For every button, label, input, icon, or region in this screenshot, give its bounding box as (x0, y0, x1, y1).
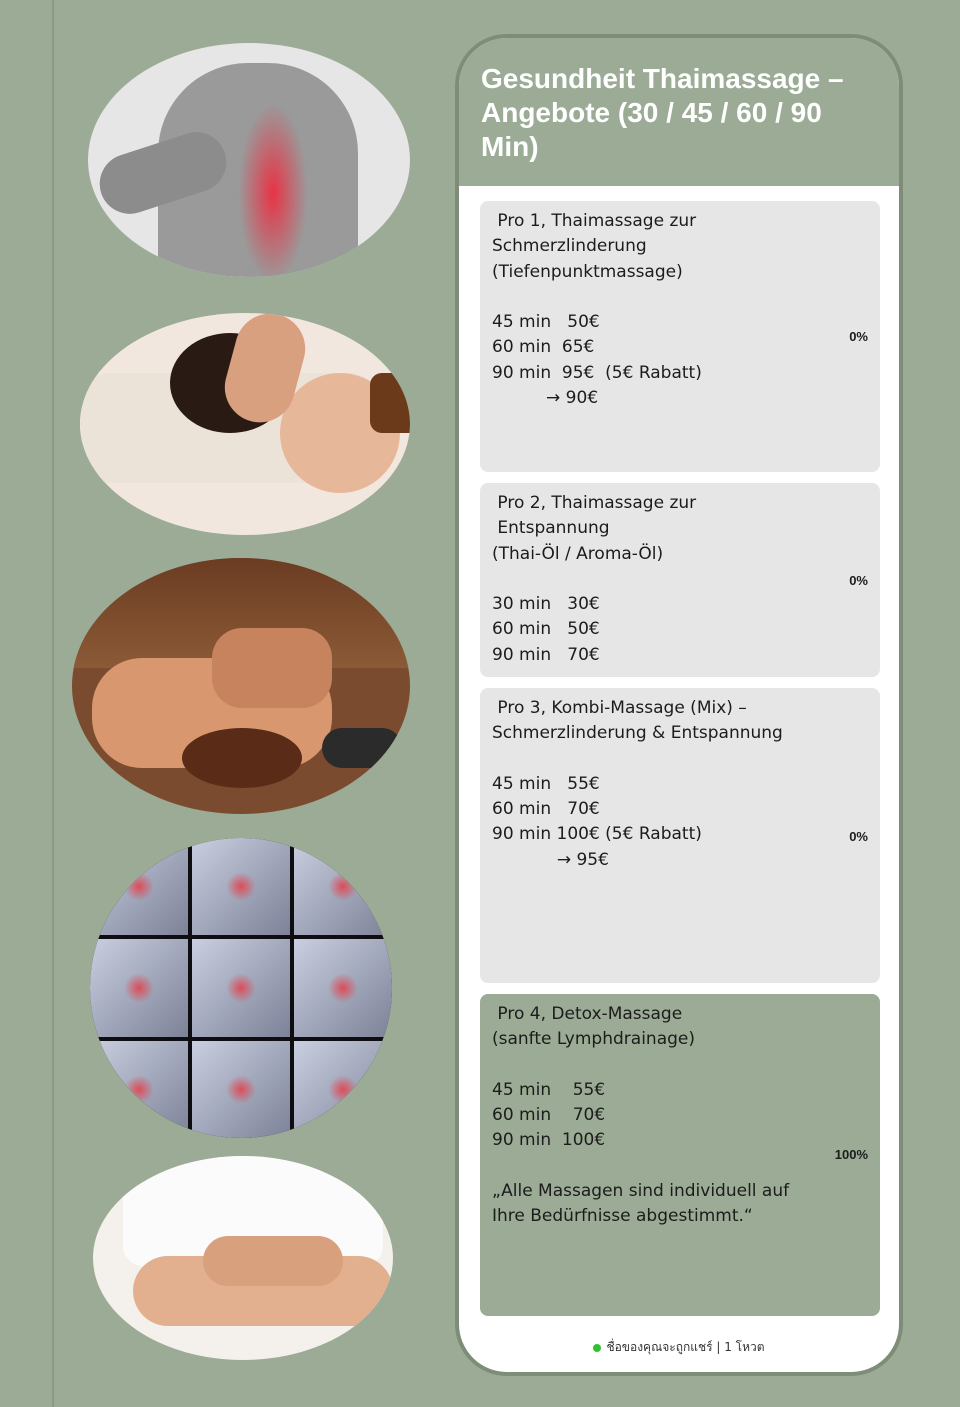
poll-option-3[interactable] (480, 688, 880, 983)
poll-option-2[interactable] (480, 483, 880, 677)
poll-option-percent: 0% (849, 573, 868, 588)
poll-option-text: Pro 2, Thaimassage zur Entspannung (Thai-Öl / Aroma-Öl) 30 min 30€ 60 min 50€ 90 min 70€ (492, 493, 697, 665)
poll-option-percent: 0% (849, 329, 868, 344)
online-dot-icon (593, 1344, 601, 1352)
back-massage-photo (72, 558, 410, 814)
poll-option-text: Pro 3, Kombi-Massage (Mix) – Schmerzlinderung & Entspannung 45 min 55€ 60 min 70€ 90 min 100€ (5€ Rabatt) → 95€ (492, 698, 783, 870)
pain-collage-photo (90, 838, 392, 1138)
left-divider-line (52, 0, 54, 1407)
poll-header (459, 38, 899, 186)
poll-option-percent: 0% (849, 829, 868, 844)
poll-option-text: Pro 4, Detox-Massage (sanfte Lymphdrainage) 45 min 55€ 60 min 70€ 90 min 100€ „Alle Massagen sind individuell auf Ihre Bedürfnisse abgestimmt.“ (492, 1004, 790, 1227)
poll-card (455, 34, 903, 1376)
face-massage-photo (80, 313, 410, 535)
back-pain-photo (88, 43, 410, 277)
leg-massage-photo (93, 1156, 393, 1360)
poll-option-4[interactable] (480, 994, 880, 1316)
poll-footer (459, 1338, 899, 1357)
poll-option-1[interactable] (480, 201, 880, 472)
poll-footer-text: ชื่อของคุณจะถูกแชร์ | 1 โหวต (606, 1340, 765, 1354)
poll-option-text: Pro 1, Thaimassage zur Schmerzlinderung (Tiefenpunktmassage) 45 min 50€ 60 min 65€ 90 min 95€ (5€ Rabatt) → 90€ (492, 211, 702, 409)
poll-title: Gesundheit Thaimassage – Angebote (30 / 45 / 60 / 90 Min) (481, 63, 844, 162)
poll-option-percent: 100% (834, 1147, 868, 1162)
